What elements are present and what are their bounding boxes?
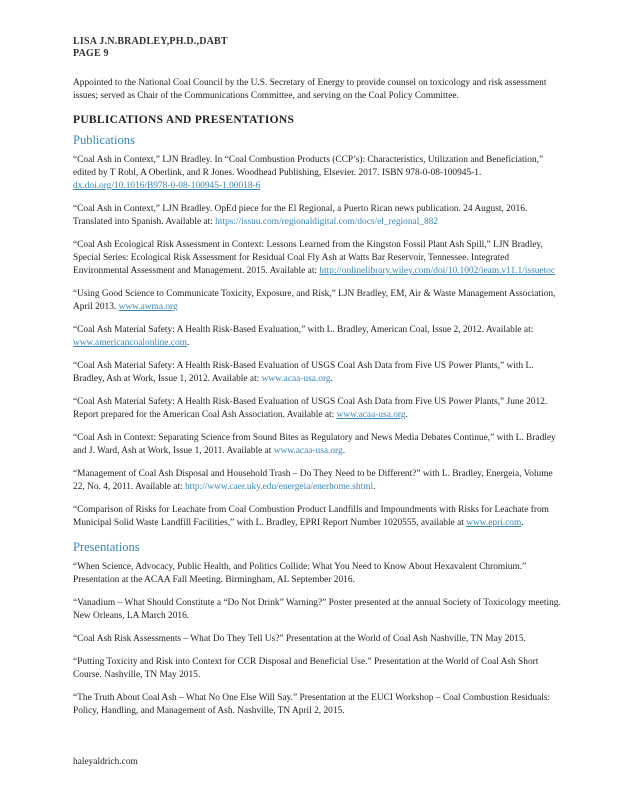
presentation-entry: “The Truth About Coal Ash – What No One Else Will Say.” Presentation at the EUCI Workshop – Coal Combustion Residuals: Policy, Handling, and Management of Ash. Nashville, TN April 2, 2015. bbox=[73, 693, 551, 716]
publication-text: “Using Good Science to Communicate Toxicity, Exposure, and Risk,” LJN Bradley, EM, Air & Waste Management Association, April 2013. bbox=[73, 289, 556, 312]
footer-website: haleyaldrich.com bbox=[73, 757, 138, 767]
section-title: PUBLICATIONS AND PRESENTATIONS bbox=[73, 114, 295, 126]
publication-text: “Coal Ash Material Safety: A Health Risk-Based Evaluation,” with L. Bradley, American Coal, Issue 2, 2012. Available at: bbox=[73, 325, 534, 335]
publication-entry bbox=[73, 203, 563, 229]
publication-entry: “Coal Ash in Context: Separating Science from Sound Bites as Regulatory and News Media Debates Continue,” with L. Bradley and J. Ward, Ash at Work, Issue 1, 2011. Available at www.acaa-usa.org. bbox=[73, 433, 556, 456]
presentation-entry: “Putting Toxicity and Risk into Context for CCR Disposal and Beneficial Use.” Presentation at the World of Coal Ash Short Course. Nashville, TN May 2015. bbox=[73, 657, 539, 680]
publication-link[interactable]: http://www.caer.uky.edu/energeia/enerhome.shtml bbox=[184, 482, 374, 492]
presentation-entry: “When Science, Advocacy, Public Health, and Politics Collide: What You Need to Know About Hexavalent Chromium.” Presentation at the ACAA Fall Meeting. Birmingham, AL September 2016. bbox=[73, 562, 527, 585]
publication-entry bbox=[73, 154, 563, 193]
publication-entry: “Management of Coal Ash Disposal and Household Trash – Do They Need to be Different?” with L. Bradley, Energeia, Volume 22, No. 4, 2011. Available at: http://www.caer.uky.edu/energeia/enerhome.shtml. bbox=[73, 469, 553, 492]
presentations-heading: Presentations bbox=[73, 540, 140, 554]
publication-link[interactable]: www.acaa-usa.org bbox=[261, 374, 331, 384]
publication-entry: “Coal Ash Material Safety: A Health Risk-Based Evaluation of USGS Coal Ash Data from Five US Power Plants,” with L. Bradley, Ash at Work, Issue 1, 2012. Available at: www.acaa-usa.org. bbox=[73, 361, 534, 384]
publication-text: “Coal Ash Ecological Risk Assessment in Context: Lessons Learned from the Kingston Fossil Plant Ash Spill,” LJN Bradley, Special Series: Ecological Risk Assessment for Residual Coal Fly Ash at Watts Bar Reservoir, Tennessee. Integrated Environmental Assessment and Management. 2015. Available at: bbox=[73, 240, 543, 276]
publication-link[interactable]: www.awma.org bbox=[118, 302, 178, 312]
publication-entry: “Coal Ash Material Safety: A Health Risk-Based Evaluation of USGS Coal Ash Data from Five US Power Plants,” June 2012. Report prepared for the American Coal Ash Association. Available at: www.acaa-usa.org. bbox=[73, 397, 548, 420]
publication-text: “Coal Ash in Context,” LJN Bradley. In “Coal Combustion Products (CCP’s): Characteristics, Utilization and Beneficiation,” edited by T Robl, A Oberlink, and R Jones. Woodhead Publishing, Elsevier. 2017. ISBN 978-0-08-100945-1. bbox=[73, 155, 544, 178]
presentation-entry: “Vanadium – What Should Constitute a “Do Not Drink” Warning?” Poster presented at the annual Society of Toxicology meeting. New Orleans, LA March 2016. bbox=[73, 598, 561, 621]
intro-paragraph: Appointed to the National Coal Council by the U.S. Secretary of Energy to provide counsel on toxicology and risk assessment issues; served as Chair of the Communications Committee, and serving on the Coal Policy Committee. bbox=[73, 78, 547, 101]
publication-link[interactable]: www.americancoalonline.com bbox=[73, 338, 187, 348]
resume-page bbox=[73, 36, 563, 728]
presentation-entry: “Coal Ash Risk Assessments – What Do They Tell Us?” Presentation at the World of Coal Ash Nashville, TN May 2015. bbox=[73, 634, 526, 644]
publication-link[interactable]: www.epri.com bbox=[466, 518, 522, 528]
author-name: LISA J.N.BRADLEY,PH.D.,DABT bbox=[73, 36, 228, 47]
publication-text: “Coal Ash in Context: Separating Science from Sound Bites as Regulatory and News Media Debates Continue,” with L. Bradley and J. Ward, Ash at Work, Issue 1, 2011. Available at bbox=[73, 433, 556, 456]
publication-text: “Coal Ash in Context,” LJN Bradley. OpEd piece for the El Regional, a Puerto Rican news publication. 24 August, 2016. Translated into Spanish. Available at: bbox=[73, 204, 528, 227]
publication-entry bbox=[73, 239, 563, 278]
publication-entry: “Comparison of Risks for Leachate from Coal Combustion Product Landfills and Impoundments with Risks for Leachate from Municipal Solid Waste Landfill Facilities,” with L. Bradley, EPRI Report Number 1020555, available at www.epri.com. bbox=[73, 505, 549, 528]
publication-entry: “Coal Ash Material Safety: A Health Risk-Based Evaluation,” with L. Bradley, American Coal, Issue 2, 2012. Available at: www.americancoalonline.com. bbox=[73, 325, 534, 348]
publication-link[interactable]: www.acaa-usa.org bbox=[273, 446, 343, 456]
publication-link[interactable]: http://onlinelibrary.wiley.com/doi/10.1002/ieam.v11.1/issuetoc bbox=[319, 266, 556, 276]
publication-text: “Management of Coal Ash Disposal and Household Trash – Do They Need to be Different?” with L. Bradley, Energeia, Volume 22, No. 4, 2011. Available at: bbox=[73, 469, 553, 492]
publication-link[interactable]: dx.doi.org/10.1016/B978-0-08-100945-1.00018-6 bbox=[73, 181, 261, 191]
publications-heading: Publications bbox=[73, 133, 135, 147]
publication-link[interactable]: https://issuu.com/regionaldigital.com/docs/el_regional_882 bbox=[215, 217, 439, 227]
publication-link[interactable]: www.acaa-usa.org bbox=[336, 410, 406, 420]
publication-text: “Coal Ash Material Safety: A Health Risk-Based Evaluation of USGS Coal Ash Data from Five US Power Plants,” with L. Bradley, Ash at Work, Issue 1, 2012. Available at: bbox=[73, 361, 534, 384]
publication-text: “Coal Ash Material Safety: A Health Risk-Based Evaluation of USGS Coal Ash Data from Five US Power Plants,” June 2012. Report prepared for the American Coal Ash Association. Available at: bbox=[73, 397, 548, 420]
page-number: PAGE 9 bbox=[73, 48, 109, 59]
publication-text: “Comparison of Risks for Leachate from Coal Combustion Product Landfills and Impoundments with Risks for Leachate from Municipal Solid Waste Landfill Facilities,” with L. Bradley, EPRI Report Number 1020555, available at bbox=[73, 505, 549, 528]
publication-entry bbox=[73, 288, 563, 314]
